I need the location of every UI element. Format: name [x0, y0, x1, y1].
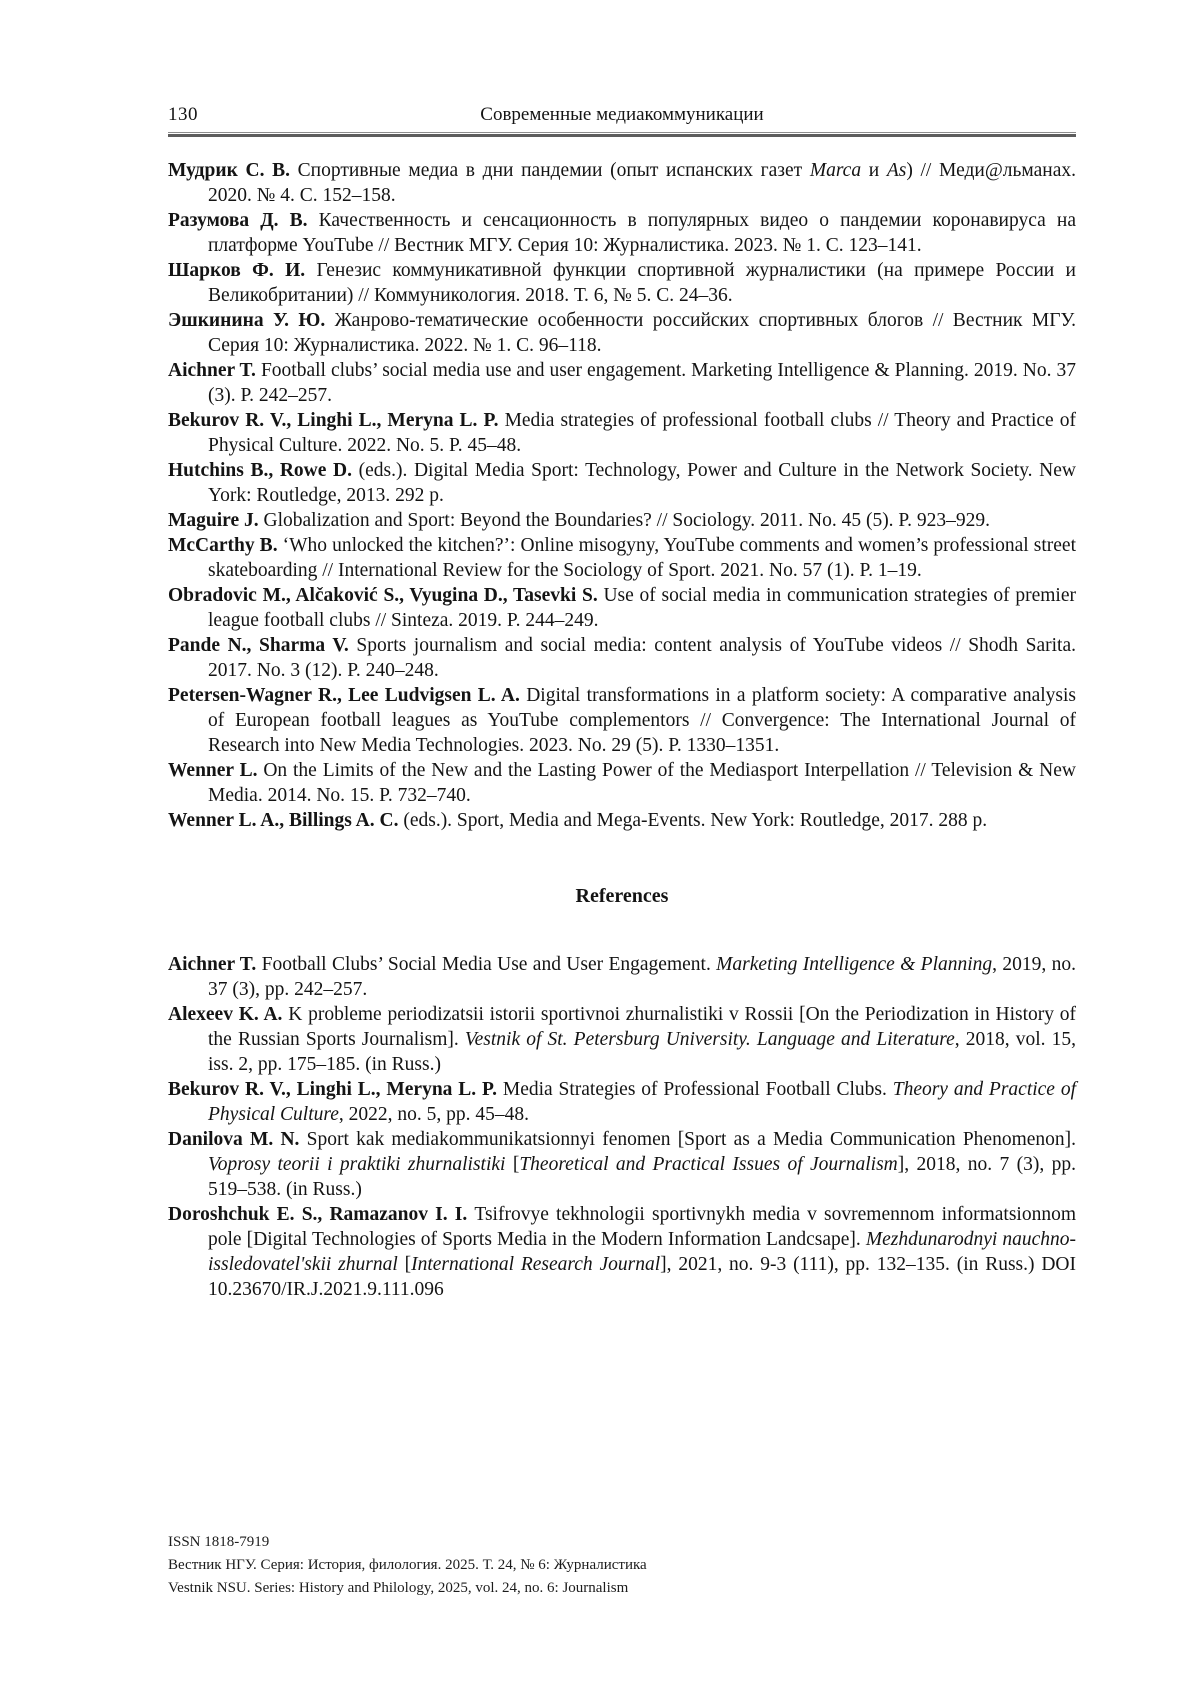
reference-segment: Hutchins B., Rowe D. — [168, 460, 359, 481]
reference-segment: Marca — [809, 160, 862, 181]
reference-entry — [168, 408, 1076, 458]
reference-segment: Bekurov R. V., Linghi L., Meryna L. P. — [168, 1079, 503, 1100]
running-title: Современные медиакоммуникации — [480, 104, 764, 125]
reference-entry — [168, 508, 1076, 533]
reference-entry — [168, 583, 1076, 633]
bibliography-list — [168, 158, 1076, 833]
reference-segment: ], 2021, no. 9-3 (111), pp. 132–135. (in Russ.) DOI 10.23670/IR.J.2021.9.111.096 — [208, 1254, 1076, 1300]
reference-segment: (eds.). Digital Media Sport: Technology, Power and Culture in the Network Society. New York: Routledge, 2013. 292 p. — [208, 460, 1076, 506]
reference-segment: Voprosy teorii i praktiki zhurnalistiki — [208, 1154, 506, 1175]
reference-segment: Спортивные медиа в дни пандемии (опыт испанских газет — [297, 160, 810, 181]
reference-segment: Theoretical and Practical Issues of Journalism — [519, 1154, 898, 1175]
page-number: 130 — [168, 104, 198, 125]
reference-entry — [168, 952, 1076, 1002]
reference-segment: ) // Меди@льманах. 2020. № 4. С. 152–158. — [208, 160, 1077, 206]
reference-segment: Doroshchuk E. S., Ramazanov I. I. — [168, 1204, 475, 1225]
reference-segment: Use of social media in communication strategies of premier league football clubs // Sinteza. 2019. P. 244–249. — [208, 585, 1076, 631]
reference-segment: K probleme periodizatsii istorii sportivnoi zhurnalistiki v Rossii [On the Periodization in History of the Russian Sports Journalism]. — [208, 1004, 1077, 1050]
reference-entry — [168, 458, 1076, 508]
reference-entry — [168, 258, 1076, 308]
reference-entry — [168, 208, 1076, 258]
reference-segment: Мудрик С. В. — [168, 160, 298, 181]
reference-entry — [168, 1127, 1076, 1202]
reference-segment: Petersen-Wagner R., Lee Ludvigsen L. A. — [168, 685, 527, 706]
footer-edition-en: Vestnik NSU. Series: History and Philology, 2025, vol. 24, no. 6: Journalism — [168, 1580, 629, 1596]
reference-entry — [168, 683, 1076, 758]
reference-segment: International Research Journal — [411, 1254, 661, 1275]
reference-segment: Obradovic M., Alčaković S., Vyugina D., Tasevki S. — [168, 585, 604, 606]
reference-entry — [168, 158, 1076, 208]
reference-segment: Sports journalism and social media: content analysis of YouTube videos // Shodh Sarita. 2017. No. 3 (12). P. 240–248. — [208, 635, 1076, 681]
reference-segment: Football clubs’ social media use and user engagement. Marketing Intelligence & Planning. 2019. No. 37 (3). P. 242–257. — [208, 360, 1077, 406]
reference-segment: Vestnik of St. Petersburg University. Language and Literature — [464, 1029, 955, 1050]
reference-segment: Жанрово-тематические особенности российских спортивных блогов // Вестник МГУ. Серия 10: Журналистика. 2022. № 1. С. 96–118. — [208, 310, 1076, 356]
reference-segment: [ — [505, 1154, 520, 1175]
reference-segment: Эшкинина У. Ю. — [168, 310, 335, 331]
reference-segment: Football Clubs’ Social Media Use and User Engagement. — [261, 954, 717, 975]
reference-segment: Aichner T. — [168, 360, 261, 381]
references-list — [168, 952, 1076, 1302]
reference-segment: Качественность и сенсационность в популярных видео о пандемии коронавируса на платформе YouTube // Вестник МГУ. Серия 10: Журналистика. 2023. № 1. С. 123–141. — [208, 210, 1076, 256]
footer-edition-ru: Вестник НГУ. Серия: История, филология. 2025. Т. 24, № 6: Журналистика — [168, 1557, 647, 1573]
reference-segment: , 2022, no. 5, pp. 45–48. — [338, 1104, 530, 1125]
reference-entry — [168, 1002, 1076, 1077]
reference-segment: Aichner T. — [168, 954, 262, 975]
reference-entry — [168, 633, 1076, 683]
reference-segment: Theory and Practice of Physical Culture — [208, 1079, 1076, 1125]
reference-segment: Mezhdunarodnyi nauchno-issledovatel'skii zhurnal — [208, 1229, 1077, 1275]
reference-segment: ], 2018, no. 7 (3), pp. 519–538. (in Russ.) — [208, 1154, 1076, 1200]
reference-entry — [168, 308, 1076, 358]
reference-segment: Генезис коммуникативной функции спортивной журналистики (на примере России и Великобритании) // Коммуникология. 2018. Т. 6, № 5. С. 24–36. — [208, 260, 1076, 306]
reference-entry — [168, 1077, 1076, 1127]
reference-segment: Bekurov R. V., Linghi L., Meryna L. P. — [168, 410, 505, 431]
reference-segment: , 2019, no. 37 (3), pp. 242–257. — [208, 954, 1076, 1000]
reference-segment: On the Limits of the New and the Lasting Power of the Mediasport Interpellation // Television & New Media. 2014. No. 15. P. 732–740. — [208, 760, 1076, 806]
reference-segment: Шарков Ф. И. — [168, 260, 317, 281]
reference-segment: Tsifrovye tekhnologii sportivnykh media v sovremennom informatsionnom pole [Digital Technologies of Sports Media in the Modern Information Landcsape]. — [208, 1204, 1076, 1250]
page-header — [168, 0, 1076, 132]
reference-segment: ‘Who unlocked the kitchen?’: Online misogyny, YouTube comments and women’s professional street skateboarding // International Review for the Sociology of Sport. 2021. No. 57 (1). P. 1–19. — [208, 535, 1076, 581]
reference-entry — [168, 358, 1076, 408]
reference-segment: Media Strategies of Professional Football Clubs. — [502, 1079, 893, 1100]
reference-segment: и — [861, 160, 887, 181]
reference-segment: Alexeev K. A. — [168, 1004, 289, 1025]
footer-issn: ISSN 1818-7919 — [168, 1534, 270, 1550]
reference-segment: Maguire J. — [168, 510, 264, 531]
references-heading: References — [575, 885, 669, 907]
reference-segment: Danilova M. N. — [168, 1129, 307, 1150]
reference-entry — [168, 1202, 1076, 1302]
reference-entry — [168, 808, 1076, 833]
reference-segment: Wenner L. A., Billings A. C. — [168, 810, 404, 831]
reference-segment: Media strategies of professional football clubs // Theory and Practice of Physical Culture. 2022. No. 5. P. 45–48. — [208, 410, 1076, 456]
reference-segment: [ — [397, 1254, 412, 1275]
reference-segment: (eds.). Sport, Media and Mega-Events. New York: Routledge, 2017. 288 p. — [403, 810, 988, 831]
page-footer — [168, 1531, 647, 1600]
reference-segment: Разумова Д. В. — [168, 210, 319, 231]
reference-segment: , 2018, vol. 15, iss. 2, pp. 175–185. (in Russ.) — [208, 1029, 1076, 1075]
header-rule — [168, 132, 1076, 137]
reference-segment: As — [886, 160, 907, 181]
reference-segment: Globalization and Sport: Beyond the Boundaries? // Sociology. 2011. No. 45 (5). P. 923–929. — [263, 510, 990, 531]
reference-segment: Pande N., Sharma V. — [168, 635, 357, 656]
reference-segment: Marketing Intelligence & Planning — [716, 954, 993, 975]
reference-entry — [168, 758, 1076, 808]
reference-segment: Sport kak mediakommunikatsionnyi fenomen [Sport as a Media Communication Phenomenon]. — [306, 1129, 1077, 1150]
reference-segment: Wenner L. — [168, 760, 264, 781]
reference-segment: Digital transformations in a platform society: A comparative analysis of European football leagues as YouTube complementors // Convergence: The International Journal of Research into New Media Technologies. 2023. No. 29 (5). P. 1330–1351. — [208, 685, 1076, 756]
reference-segment: McCarthy B. — [168, 535, 283, 556]
reference-entry — [168, 533, 1076, 583]
